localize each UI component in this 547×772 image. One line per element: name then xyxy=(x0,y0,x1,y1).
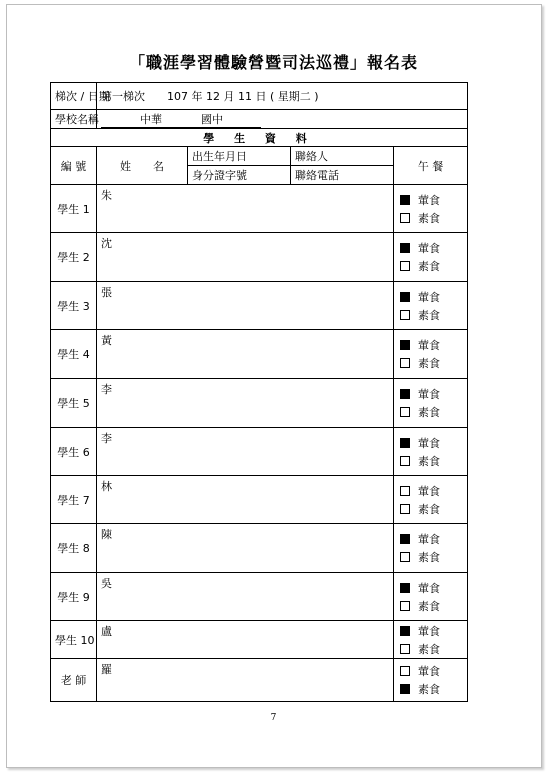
school-name-part1: 中華 xyxy=(101,111,201,128)
veg-checkbox[interactable] xyxy=(400,213,410,223)
name-cell xyxy=(97,476,188,524)
student-name: 朱 xyxy=(101,189,112,202)
veg-checkbox[interactable] xyxy=(400,456,410,466)
meat-checkbox[interactable] xyxy=(400,438,410,448)
col-meal-header: 午 餐 xyxy=(394,147,468,185)
veg-label: 素食 xyxy=(418,683,440,696)
meal-cell xyxy=(394,330,468,379)
table-row xyxy=(51,330,468,379)
row-label: 老 師 xyxy=(51,659,97,702)
student-name: 盧 xyxy=(101,625,112,638)
veg-label: 素食 xyxy=(418,260,440,273)
name-cell xyxy=(97,573,188,621)
student-name: 李 xyxy=(101,383,112,396)
meal-cell xyxy=(394,573,468,621)
contact-phone-cell xyxy=(291,282,394,330)
table-row xyxy=(51,233,468,282)
birth-idno-cell xyxy=(188,659,291,702)
contact-phone-cell xyxy=(291,330,394,379)
meat-checkbox[interactable] xyxy=(400,666,410,676)
birth-idno-cell xyxy=(188,185,291,233)
meat-checkbox[interactable] xyxy=(400,534,410,544)
meat-label: 葷食 xyxy=(418,581,440,595)
veg-label: 素食 xyxy=(418,551,440,564)
veg-label: 素食 xyxy=(418,599,440,613)
birth-idno-cell xyxy=(188,573,291,621)
meat-label: 葷食 xyxy=(418,624,440,638)
table-row xyxy=(51,621,468,659)
row-label: 學生 5 xyxy=(51,379,97,428)
student-name: 羅 xyxy=(101,663,112,676)
birth-idno-cell xyxy=(188,330,291,379)
name-cell xyxy=(97,185,188,233)
meat-label: 葷食 xyxy=(418,484,440,498)
meat-label: 葷食 xyxy=(418,533,440,546)
meat-label: 葷食 xyxy=(418,339,440,352)
col-id-header: 編 號 xyxy=(51,147,97,185)
name-cell xyxy=(97,621,188,659)
registration-table xyxy=(50,82,468,702)
table-row xyxy=(51,476,468,524)
session-label: 梯次 / 日期 xyxy=(51,83,97,110)
table-row xyxy=(51,282,468,330)
meal-cell xyxy=(394,428,468,476)
student-name: 沈 xyxy=(101,237,112,250)
birth-idno-cell xyxy=(188,524,291,573)
meat-label: 葷食 xyxy=(418,665,440,678)
form-title: 「職涯學習體驗營暨司法巡禮」報名表 xyxy=(128,53,418,72)
contact-phone-cell xyxy=(291,233,394,282)
row-label: 學生 8 xyxy=(51,524,97,573)
table-row xyxy=(51,573,468,621)
contact-phone-cell xyxy=(291,573,394,621)
page-number: 7 xyxy=(270,713,277,723)
session-value: 第一梯次 107 年 12 月 11 日 ( 星期二 ) xyxy=(97,83,468,110)
meal-cell xyxy=(394,476,468,524)
meat-label: 葷食 xyxy=(418,290,440,304)
meal-cell xyxy=(394,379,468,428)
meat-checkbox[interactable] xyxy=(400,243,410,253)
veg-checkbox[interactable] xyxy=(400,601,410,611)
veg-checkbox[interactable] xyxy=(400,504,410,514)
student-name: 李 xyxy=(101,432,112,445)
name-cell xyxy=(97,330,188,379)
row-label: 學生 7 xyxy=(51,476,97,524)
birth-idno-cell xyxy=(188,282,291,330)
meat-label: 葷食 xyxy=(418,436,440,450)
meat-label: 葷食 xyxy=(418,242,440,255)
table-row xyxy=(51,379,468,428)
veg-checkbox[interactable] xyxy=(400,644,410,654)
name-cell xyxy=(97,282,188,330)
name-cell xyxy=(97,524,188,573)
veg-label: 素食 xyxy=(418,211,440,225)
meat-checkbox[interactable] xyxy=(400,583,410,593)
contact-phone-cell xyxy=(291,428,394,476)
veg-checkbox[interactable] xyxy=(400,684,410,694)
row-label: 學生 4 xyxy=(51,330,97,379)
table-row xyxy=(51,185,468,233)
meal-cell xyxy=(394,185,468,233)
col-idno-header: 身分證字號 xyxy=(188,166,291,185)
veg-checkbox[interactable] xyxy=(400,407,410,417)
student-name: 黃 xyxy=(101,334,112,347)
row-label: 學生 9 xyxy=(51,573,97,621)
veg-label: 素食 xyxy=(418,308,440,322)
row-label: 學生 1 xyxy=(51,185,97,233)
meat-label: 葷食 xyxy=(418,193,440,207)
school-name-part2: 國中 xyxy=(201,111,261,128)
school-label: 學校名稱 xyxy=(51,110,97,129)
col-name-header: 姓 名 xyxy=(97,147,188,185)
contact-phone-cell xyxy=(291,185,394,233)
meat-checkbox[interactable] xyxy=(400,340,410,350)
col-phone-header: 聯絡電話 xyxy=(291,166,394,185)
col-contact-header: 聯絡人 xyxy=(291,147,394,166)
row-label: 學生 2 xyxy=(51,233,97,282)
student-name: 張 xyxy=(101,286,112,299)
contact-phone-cell xyxy=(291,476,394,524)
row-label: 學生 10 xyxy=(51,621,97,659)
birth-idno-cell xyxy=(188,428,291,476)
student-name: 吳 xyxy=(101,577,112,590)
veg-checkbox[interactable] xyxy=(400,261,410,271)
contact-phone-cell xyxy=(291,621,394,659)
veg-label: 素食 xyxy=(418,642,440,656)
meal-cell xyxy=(394,282,468,330)
meat-checkbox[interactable] xyxy=(400,486,410,496)
meal-cell xyxy=(394,233,468,282)
birth-idno-cell xyxy=(188,379,291,428)
student-name: 林 xyxy=(101,480,112,493)
veg-label: 素食 xyxy=(418,406,440,419)
student-rows xyxy=(51,185,468,702)
meat-checkbox[interactable] xyxy=(400,389,410,399)
row-label: 學生 6 xyxy=(51,428,97,476)
contact-phone-cell xyxy=(291,524,394,573)
meal-cell xyxy=(394,524,468,573)
name-cell xyxy=(97,428,188,476)
table-row xyxy=(51,659,468,702)
meat-checkbox[interactable] xyxy=(400,195,410,205)
table-row xyxy=(51,524,468,573)
section-header: 學 生 資 料 xyxy=(51,129,468,147)
meal-cell xyxy=(394,621,468,659)
meat-checkbox[interactable] xyxy=(400,292,410,302)
table-row xyxy=(51,428,468,476)
school-value xyxy=(97,110,468,129)
contact-phone-cell xyxy=(291,379,394,428)
meal-cell xyxy=(394,659,468,702)
birth-idno-cell xyxy=(188,476,291,524)
veg-label: 素食 xyxy=(418,502,440,516)
student-name: 陳 xyxy=(101,528,112,541)
name-cell xyxy=(97,659,188,702)
veg-label: 素食 xyxy=(418,357,440,370)
birth-idno-cell xyxy=(188,233,291,282)
name-cell xyxy=(97,233,188,282)
col-birth-header: 出生年月日 xyxy=(188,147,291,166)
veg-checkbox[interactable] xyxy=(400,552,410,562)
veg-checkbox[interactable] xyxy=(400,310,410,320)
veg-label: 素食 xyxy=(418,454,440,468)
veg-checkbox[interactable] xyxy=(400,358,410,368)
row-label: 學生 3 xyxy=(51,282,97,330)
meat-label: 葷食 xyxy=(418,388,440,401)
name-cell xyxy=(97,379,188,428)
contact-phone-cell xyxy=(291,659,394,702)
meat-checkbox[interactable] xyxy=(400,626,410,636)
birth-idno-cell xyxy=(188,621,291,659)
